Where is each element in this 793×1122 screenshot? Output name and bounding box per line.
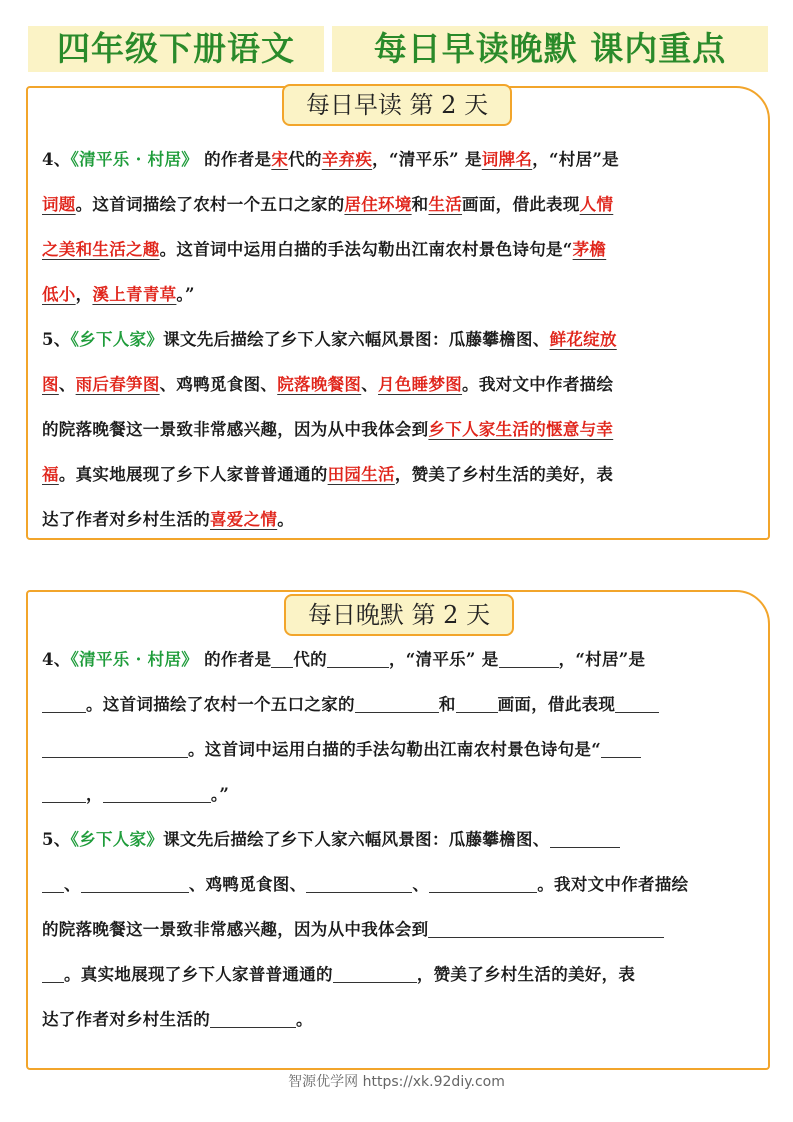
text-segment: 。 [296, 1010, 313, 1029]
key-answer: 月色睡梦图 [378, 375, 463, 394]
text-segment: 、 [361, 375, 379, 394]
text-segment: ，“清平乐” 是 [372, 150, 482, 169]
text-segment: 、 [412, 875, 430, 894]
text-segment: ，“村居”是 [558, 650, 646, 669]
fill-blank [601, 737, 641, 758]
text-line [42, 779, 758, 824]
key-answer: 乡下人家生活的惬意与幸 [428, 420, 614, 439]
fill-blank [550, 827, 620, 848]
text-segment: 课文先后描绘了乡下人家六幅风景图：瓜藤攀檐图、 [163, 830, 550, 849]
text-segment: 。我对文中作者描绘 [462, 375, 614, 394]
text-segment: 代的 [288, 150, 322, 169]
text-line [42, 1004, 758, 1049]
text-line [42, 279, 758, 324]
fill-blank [81, 872, 189, 893]
key-answer: 词牌名 [481, 150, 533, 169]
text-segment: 。 [277, 510, 295, 529]
fill-blank [42, 737, 188, 758]
fill-blank [103, 782, 211, 803]
key-answer: 词题 [42, 195, 76, 214]
text-line [42, 824, 758, 869]
key-answer: 之美和生活之趣 [42, 240, 160, 259]
lesson-title: 《清平乐 · 村居》 [70, 650, 199, 669]
text-segment: ， [86, 785, 103, 804]
fill-blank [499, 647, 559, 668]
evening-dictation-panel [26, 590, 770, 1070]
fill-blank [210, 1007, 296, 1028]
text-segment: 。这首词中运用白描的手法勾勒出江南农村景色诗句是“ [188, 740, 601, 759]
fill-blank [42, 872, 64, 893]
morning-panel-title: 每日早读 第 2 天 [282, 84, 512, 126]
fill-blank [271, 647, 293, 668]
text-segment: 和 [438, 695, 456, 714]
key-answer: 雨后春笋图 [75, 375, 160, 394]
text-segment: 4、 [42, 150, 71, 169]
text-segment: 。真实地展现了乡下人家普普通通的 [58, 465, 328, 484]
key-answer: 宋 [271, 150, 289, 169]
fill-blank [306, 872, 412, 893]
text-segment: 。这首词描绘了农村一个五口之家的 [75, 195, 345, 214]
key-answer: 茅檐 [572, 240, 607, 259]
text-line [42, 324, 758, 369]
morning-reading-panel [26, 86, 770, 540]
key-answer: 鲜花绽放 [549, 330, 617, 349]
key-answer: 生活 [428, 195, 463, 214]
text-segment: 5、 [42, 330, 71, 349]
text-line [42, 189, 758, 234]
key-answer: 低小 [42, 285, 76, 304]
text-segment: 的作者是 [198, 650, 272, 669]
text-segment: 的院落晚餐这一景致非常感兴趣，因为从中我体会到 [42, 420, 429, 439]
text-segment: ，赞美了乡村生活的美好，表 [394, 465, 614, 484]
fill-blank [456, 692, 498, 713]
text-line [42, 734, 758, 779]
text-line [42, 369, 758, 414]
key-answer: 辛弃疾 [321, 150, 373, 169]
key-answer: 福 [42, 465, 59, 484]
lesson-title: 《乡下人家》 [70, 330, 164, 349]
key-answer: 图 [42, 375, 59, 394]
text-segment: 、 [58, 375, 76, 394]
text-segment: 达了作者对乡村生活的 [42, 1010, 210, 1029]
text-segment: 、鸡鸭觅食图、 [188, 875, 307, 894]
header-topic-title: 每日早读晚默 课内重点 [373, 29, 727, 68]
text-line [42, 689, 758, 734]
fill-blank [333, 962, 417, 983]
text-segment: 4、 [42, 650, 71, 669]
header-grade-title: 四年级下册语文 [57, 29, 295, 68]
text-line [42, 459, 758, 504]
fill-blank [615, 692, 659, 713]
fill-blank [355, 692, 439, 713]
fill-blank [42, 962, 64, 983]
text-line [42, 414, 758, 459]
text-segment: 5、 [42, 830, 71, 849]
key-answer: 喜爱之情 [210, 510, 278, 529]
lesson-title: 《乡下人家》 [70, 830, 164, 849]
text-segment: 。” [176, 285, 195, 304]
text-line [42, 869, 758, 914]
text-segment: 、 [64, 875, 81, 894]
text-segment: 。真实地展现了乡下人家普普通通的 [64, 965, 333, 984]
key-answer: 人情 [579, 195, 614, 214]
header-grade-banner [28, 26, 324, 72]
text-segment: ，赞美了乡村生活的美好，表 [416, 965, 636, 984]
morning-content [42, 144, 758, 549]
text-line [42, 504, 758, 549]
footer-source: 智源优学网 https://xk.92diy.com [288, 1074, 505, 1090]
text-segment: ，“村居”是 [532, 150, 619, 169]
fill-blank [429, 872, 537, 893]
text-segment: 、鸡鸭觅食图、 [159, 375, 278, 394]
text-segment: 。这首词描绘了农村一个五口之家的 [86, 695, 355, 714]
text-segment: ，“清平乐” 是 [388, 650, 499, 669]
text-segment: 达了作者对乡村生活的 [42, 510, 210, 529]
text-segment: 。我对文中作者描绘 [537, 875, 689, 894]
text-segment: 画面，借此表现 [497, 695, 616, 714]
fill-blank [428, 917, 664, 938]
key-answer: 田园生活 [327, 465, 395, 484]
text-line [42, 144, 758, 189]
text-segment: 的作者是 [198, 150, 272, 169]
header-topic-banner [332, 26, 768, 72]
fill-blank [327, 647, 389, 668]
text-segment: 画面，借此表现 [462, 195, 580, 214]
text-segment: 。” [210, 785, 230, 804]
lesson-title: 《清平乐 · 村居》 [70, 150, 199, 169]
text-line [42, 644, 758, 689]
text-line [42, 234, 758, 279]
fill-blank [42, 782, 86, 803]
text-segment: 的院落晚餐这一景致非常感兴趣，因为从中我体会到 [42, 920, 429, 939]
key-answer: 院落晚餐图 [277, 375, 362, 394]
text-segment: 课文先后描绘了乡下人家六幅风景图：瓜藤攀檐图、 [163, 330, 550, 349]
evening-content [42, 644, 758, 1049]
key-answer: 溪上青青草 [92, 285, 177, 304]
text-segment: ， [75, 285, 93, 304]
evening-panel-title: 每日晚默 第 2 天 [284, 594, 514, 636]
fill-blank [42, 692, 86, 713]
text-segment: 。这首词中运用白描的手法勾勒出江南农村景色诗句是“ [159, 240, 573, 259]
key-answer: 居住环境 [344, 195, 412, 214]
text-segment: 代的 [293, 650, 327, 669]
text-line [42, 959, 758, 1004]
text-segment: 和 [411, 195, 429, 214]
text-line [42, 914, 758, 959]
